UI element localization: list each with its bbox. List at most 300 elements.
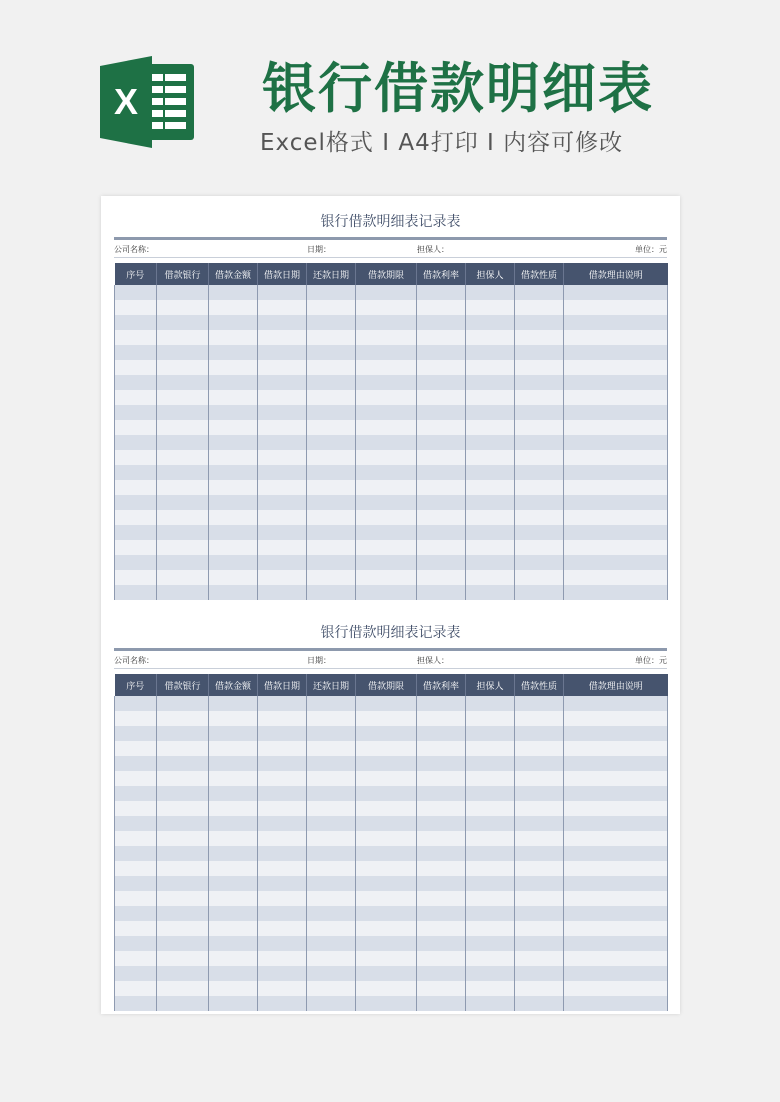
table-cell[interactable] bbox=[157, 525, 209, 540]
table-cell[interactable] bbox=[307, 816, 356, 831]
table-cell[interactable] bbox=[466, 525, 515, 540]
table-cell[interactable] bbox=[157, 285, 209, 300]
table-cell[interactable] bbox=[564, 390, 668, 405]
table-cell[interactable] bbox=[564, 921, 668, 936]
table-cell[interactable] bbox=[258, 345, 307, 360]
table-cell[interactable] bbox=[515, 405, 564, 420]
table-cell[interactable] bbox=[356, 996, 417, 1011]
table-cell[interactable] bbox=[209, 951, 258, 966]
table-cell[interactable] bbox=[356, 360, 417, 375]
table-cell[interactable] bbox=[466, 906, 515, 921]
table-cell[interactable] bbox=[157, 360, 209, 375]
table-cell[interactable] bbox=[417, 405, 466, 420]
table-cell[interactable] bbox=[515, 906, 564, 921]
table-cell[interactable] bbox=[356, 465, 417, 480]
table-cell[interactable] bbox=[515, 756, 564, 771]
table-cell[interactable] bbox=[157, 435, 209, 450]
table-cell[interactable] bbox=[307, 696, 356, 711]
table-cell[interactable] bbox=[115, 285, 157, 300]
table-cell[interactable] bbox=[209, 585, 258, 600]
table-cell[interactable] bbox=[417, 771, 466, 786]
table-cell[interactable] bbox=[209, 555, 258, 570]
table-cell[interactable] bbox=[564, 345, 668, 360]
table-cell[interactable] bbox=[307, 996, 356, 1011]
table-cell[interactable] bbox=[157, 570, 209, 585]
table-cell[interactable] bbox=[356, 330, 417, 345]
table-cell[interactable] bbox=[564, 816, 668, 831]
table-cell[interactable] bbox=[115, 906, 157, 921]
table-cell[interactable] bbox=[515, 435, 564, 450]
table-cell[interactable] bbox=[515, 540, 564, 555]
table-cell[interactable] bbox=[466, 450, 515, 465]
table-cell[interactable] bbox=[157, 801, 209, 816]
table-cell[interactable] bbox=[515, 696, 564, 711]
table-cell[interactable] bbox=[515, 285, 564, 300]
table-cell[interactable] bbox=[564, 936, 668, 951]
table-cell[interactable] bbox=[307, 921, 356, 936]
table-cell[interactable] bbox=[564, 300, 668, 315]
table-cell[interactable] bbox=[466, 771, 515, 786]
table-cell[interactable] bbox=[356, 540, 417, 555]
table-cell[interactable] bbox=[258, 450, 307, 465]
table-cell[interactable] bbox=[307, 711, 356, 726]
table-cell[interactable] bbox=[157, 846, 209, 861]
table-cell[interactable] bbox=[515, 981, 564, 996]
table-cell[interactable] bbox=[515, 555, 564, 570]
table-cell[interactable] bbox=[515, 300, 564, 315]
table-cell[interactable] bbox=[515, 876, 564, 891]
table-cell[interactable] bbox=[515, 390, 564, 405]
table-cell[interactable] bbox=[564, 405, 668, 420]
table-cell[interactable] bbox=[564, 861, 668, 876]
table-cell[interactable] bbox=[466, 876, 515, 891]
table-cell[interactable] bbox=[307, 345, 356, 360]
table-cell[interactable] bbox=[209, 966, 258, 981]
table-cell[interactable] bbox=[209, 936, 258, 951]
table-cell[interactable] bbox=[258, 510, 307, 525]
table-cell[interactable] bbox=[307, 555, 356, 570]
table-cell[interactable] bbox=[115, 435, 157, 450]
table-cell[interactable] bbox=[356, 405, 417, 420]
table-cell[interactable] bbox=[307, 966, 356, 981]
table-cell[interactable] bbox=[417, 951, 466, 966]
table-cell[interactable] bbox=[466, 951, 515, 966]
table-cell[interactable] bbox=[515, 360, 564, 375]
table-cell[interactable] bbox=[466, 405, 515, 420]
table-cell[interactable] bbox=[515, 510, 564, 525]
table-cell[interactable] bbox=[356, 495, 417, 510]
table-cell[interactable] bbox=[515, 966, 564, 981]
table-cell[interactable] bbox=[515, 315, 564, 330]
table-cell[interactable] bbox=[258, 846, 307, 861]
table-cell[interactable] bbox=[515, 585, 564, 600]
table-cell[interactable] bbox=[417, 480, 466, 495]
table-cell[interactable] bbox=[515, 495, 564, 510]
table-cell[interactable] bbox=[258, 525, 307, 540]
table-cell[interactable] bbox=[209, 906, 258, 921]
table-cell[interactable] bbox=[307, 981, 356, 996]
table-cell[interactable] bbox=[209, 981, 258, 996]
table-cell[interactable] bbox=[466, 816, 515, 831]
table-cell[interactable] bbox=[356, 906, 417, 921]
table-cell[interactable] bbox=[307, 876, 356, 891]
table-cell[interactable] bbox=[356, 450, 417, 465]
table-cell[interactable] bbox=[564, 555, 668, 570]
table-cell[interactable] bbox=[307, 525, 356, 540]
table-cell[interactable] bbox=[356, 921, 417, 936]
table-cell[interactable] bbox=[258, 300, 307, 315]
table-cell[interactable] bbox=[209, 921, 258, 936]
table-cell[interactable] bbox=[564, 570, 668, 585]
table-cell[interactable] bbox=[515, 771, 564, 786]
table-cell[interactable] bbox=[515, 951, 564, 966]
table-cell[interactable] bbox=[356, 585, 417, 600]
table-cell[interactable] bbox=[466, 285, 515, 300]
table-cell[interactable] bbox=[157, 906, 209, 921]
table-cell[interactable] bbox=[515, 741, 564, 756]
table-cell[interactable] bbox=[564, 711, 668, 726]
table-cell[interactable] bbox=[258, 756, 307, 771]
table-cell[interactable] bbox=[466, 711, 515, 726]
table-cell[interactable] bbox=[209, 375, 258, 390]
table-cell[interactable] bbox=[417, 540, 466, 555]
table-cell[interactable] bbox=[115, 300, 157, 315]
table-cell[interactable] bbox=[564, 966, 668, 981]
table-cell[interactable] bbox=[515, 450, 564, 465]
table-cell[interactable] bbox=[417, 345, 466, 360]
table-cell[interactable] bbox=[209, 450, 258, 465]
table-cell[interactable] bbox=[466, 555, 515, 570]
table-cell[interactable] bbox=[564, 450, 668, 465]
table-cell[interactable] bbox=[209, 510, 258, 525]
table-cell[interactable] bbox=[157, 300, 209, 315]
table-cell[interactable] bbox=[356, 846, 417, 861]
table-cell[interactable] bbox=[209, 786, 258, 801]
table-cell[interactable] bbox=[209, 711, 258, 726]
table-cell[interactable] bbox=[209, 816, 258, 831]
table-cell[interactable] bbox=[417, 756, 466, 771]
table-cell[interactable] bbox=[356, 345, 417, 360]
table-cell[interactable] bbox=[258, 711, 307, 726]
table-cell[interactable] bbox=[115, 405, 157, 420]
table-cell[interactable] bbox=[307, 741, 356, 756]
table-cell[interactable] bbox=[307, 450, 356, 465]
table-cell[interactable] bbox=[258, 876, 307, 891]
table-cell[interactable] bbox=[564, 786, 668, 801]
table-cell[interactable] bbox=[417, 816, 466, 831]
table-cell[interactable] bbox=[356, 741, 417, 756]
table-cell[interactable] bbox=[307, 951, 356, 966]
table-cell[interactable] bbox=[307, 495, 356, 510]
table-cell[interactable] bbox=[115, 540, 157, 555]
table-cell[interactable] bbox=[115, 450, 157, 465]
table-cell[interactable] bbox=[564, 801, 668, 816]
table-cell[interactable] bbox=[258, 996, 307, 1011]
table-cell[interactable] bbox=[307, 936, 356, 951]
table-cell[interactable] bbox=[307, 846, 356, 861]
table-cell[interactable] bbox=[115, 330, 157, 345]
table-cell[interactable] bbox=[417, 525, 466, 540]
table-cell[interactable] bbox=[515, 465, 564, 480]
table-cell[interactable] bbox=[417, 315, 466, 330]
table-cell[interactable] bbox=[564, 285, 668, 300]
table-cell[interactable] bbox=[466, 420, 515, 435]
table-cell[interactable] bbox=[115, 816, 157, 831]
table-cell[interactable] bbox=[417, 360, 466, 375]
table-cell[interactable] bbox=[515, 330, 564, 345]
table-cell[interactable] bbox=[115, 510, 157, 525]
table-cell[interactable] bbox=[466, 891, 515, 906]
table-cell[interactable] bbox=[564, 465, 668, 480]
table-cell[interactable] bbox=[307, 315, 356, 330]
table-cell[interactable] bbox=[564, 480, 668, 495]
table-cell[interactable] bbox=[115, 771, 157, 786]
table-cell[interactable] bbox=[564, 330, 668, 345]
table-cell[interactable] bbox=[564, 315, 668, 330]
table-cell[interactable] bbox=[258, 906, 307, 921]
table-cell[interactable] bbox=[307, 861, 356, 876]
table-cell[interactable] bbox=[356, 831, 417, 846]
table-cell[interactable] bbox=[157, 510, 209, 525]
table-cell[interactable] bbox=[115, 495, 157, 510]
table-cell[interactable] bbox=[209, 405, 258, 420]
table-cell[interactable] bbox=[417, 555, 466, 570]
table-cell[interactable] bbox=[258, 570, 307, 585]
table-cell[interactable] bbox=[115, 345, 157, 360]
table-cell[interactable] bbox=[417, 966, 466, 981]
table-cell[interactable] bbox=[466, 981, 515, 996]
table-cell[interactable] bbox=[515, 831, 564, 846]
table-cell[interactable] bbox=[258, 696, 307, 711]
table-cell[interactable] bbox=[356, 480, 417, 495]
table-cell[interactable] bbox=[564, 846, 668, 861]
table-cell[interactable] bbox=[417, 711, 466, 726]
table-cell[interactable] bbox=[115, 585, 157, 600]
table-cell[interactable] bbox=[564, 435, 668, 450]
table-cell[interactable] bbox=[157, 891, 209, 906]
table-cell[interactable] bbox=[356, 435, 417, 450]
table-cell[interactable] bbox=[356, 285, 417, 300]
table-cell[interactable] bbox=[466, 936, 515, 951]
table-cell[interactable] bbox=[157, 585, 209, 600]
table-cell[interactable] bbox=[307, 420, 356, 435]
table-cell[interactable] bbox=[564, 741, 668, 756]
table-cell[interactable] bbox=[356, 756, 417, 771]
table-cell[interactable] bbox=[115, 711, 157, 726]
table-cell[interactable] bbox=[466, 996, 515, 1011]
table-cell[interactable] bbox=[466, 831, 515, 846]
table-cell[interactable] bbox=[258, 951, 307, 966]
table-cell[interactable] bbox=[157, 876, 209, 891]
table-cell[interactable] bbox=[466, 315, 515, 330]
table-cell[interactable] bbox=[157, 405, 209, 420]
table-cell[interactable] bbox=[417, 696, 466, 711]
table-cell[interactable] bbox=[258, 480, 307, 495]
table-cell[interactable] bbox=[356, 981, 417, 996]
table-cell[interactable] bbox=[417, 876, 466, 891]
table-cell[interactable] bbox=[466, 375, 515, 390]
table-cell[interactable] bbox=[209, 315, 258, 330]
table-cell[interactable] bbox=[115, 966, 157, 981]
table-cell[interactable] bbox=[115, 756, 157, 771]
table-cell[interactable] bbox=[209, 756, 258, 771]
table-cell[interactable] bbox=[258, 555, 307, 570]
table-cell[interactable] bbox=[515, 525, 564, 540]
table-cell[interactable] bbox=[417, 510, 466, 525]
table-cell[interactable] bbox=[115, 360, 157, 375]
table-cell[interactable] bbox=[209, 696, 258, 711]
table-cell[interactable] bbox=[466, 726, 515, 741]
table-cell[interactable] bbox=[258, 891, 307, 906]
table-cell[interactable] bbox=[209, 831, 258, 846]
table-cell[interactable] bbox=[356, 966, 417, 981]
table-cell[interactable] bbox=[157, 345, 209, 360]
table-cell[interactable] bbox=[258, 801, 307, 816]
table-cell[interactable] bbox=[564, 906, 668, 921]
table-cell[interactable] bbox=[417, 726, 466, 741]
table-cell[interactable] bbox=[356, 300, 417, 315]
table-cell[interactable] bbox=[307, 360, 356, 375]
table-cell[interactable] bbox=[258, 726, 307, 741]
table-cell[interactable] bbox=[258, 420, 307, 435]
table-cell[interactable] bbox=[417, 846, 466, 861]
table-cell[interactable] bbox=[209, 465, 258, 480]
table-cell[interactable] bbox=[307, 906, 356, 921]
table-cell[interactable] bbox=[417, 330, 466, 345]
table-cell[interactable] bbox=[356, 570, 417, 585]
table-cell[interactable] bbox=[356, 771, 417, 786]
table-cell[interactable] bbox=[209, 801, 258, 816]
table-cell[interactable] bbox=[466, 540, 515, 555]
table-cell[interactable] bbox=[115, 921, 157, 936]
table-cell[interactable] bbox=[417, 450, 466, 465]
table-cell[interactable] bbox=[515, 861, 564, 876]
table-cell[interactable] bbox=[356, 555, 417, 570]
table-cell[interactable] bbox=[115, 570, 157, 585]
table-cell[interactable] bbox=[515, 345, 564, 360]
table-cell[interactable] bbox=[157, 330, 209, 345]
table-cell[interactable] bbox=[515, 420, 564, 435]
table-cell[interactable] bbox=[258, 981, 307, 996]
table-cell[interactable] bbox=[307, 891, 356, 906]
table-cell[interactable] bbox=[157, 315, 209, 330]
table-cell[interactable] bbox=[209, 345, 258, 360]
table-cell[interactable] bbox=[157, 555, 209, 570]
table-cell[interactable] bbox=[209, 570, 258, 585]
table-cell[interactable] bbox=[356, 420, 417, 435]
table-cell[interactable] bbox=[564, 771, 668, 786]
table-cell[interactable] bbox=[157, 495, 209, 510]
table-cell[interactable] bbox=[258, 405, 307, 420]
table-cell[interactable] bbox=[258, 360, 307, 375]
table-cell[interactable] bbox=[307, 405, 356, 420]
table-cell[interactable] bbox=[417, 936, 466, 951]
table-cell[interactable] bbox=[258, 330, 307, 345]
table-cell[interactable] bbox=[564, 726, 668, 741]
table-cell[interactable] bbox=[157, 861, 209, 876]
table-cell[interactable] bbox=[356, 936, 417, 951]
table-cell[interactable] bbox=[157, 741, 209, 756]
table-cell[interactable] bbox=[564, 951, 668, 966]
table-cell[interactable] bbox=[209, 330, 258, 345]
table-cell[interactable] bbox=[564, 831, 668, 846]
table-cell[interactable] bbox=[209, 891, 258, 906]
table-cell[interactable] bbox=[258, 585, 307, 600]
table-cell[interactable] bbox=[307, 480, 356, 495]
table-cell[interactable] bbox=[157, 981, 209, 996]
table-cell[interactable] bbox=[258, 495, 307, 510]
table-cell[interactable] bbox=[356, 786, 417, 801]
table-cell[interactable] bbox=[307, 300, 356, 315]
table-cell[interactable] bbox=[417, 300, 466, 315]
table-cell[interactable] bbox=[356, 390, 417, 405]
table-cell[interactable] bbox=[466, 495, 515, 510]
table-cell[interactable] bbox=[115, 315, 157, 330]
table-cell[interactable] bbox=[466, 510, 515, 525]
table-cell[interactable] bbox=[258, 771, 307, 786]
table-cell[interactable] bbox=[209, 435, 258, 450]
table-cell[interactable] bbox=[356, 891, 417, 906]
table-cell[interactable] bbox=[209, 420, 258, 435]
table-cell[interactable] bbox=[356, 801, 417, 816]
table-cell[interactable] bbox=[258, 390, 307, 405]
table-cell[interactable] bbox=[307, 540, 356, 555]
table-cell[interactable] bbox=[307, 570, 356, 585]
table-cell[interactable] bbox=[515, 570, 564, 585]
table-cell[interactable] bbox=[209, 495, 258, 510]
table-cell[interactable] bbox=[515, 891, 564, 906]
table-cell[interactable] bbox=[417, 906, 466, 921]
table-cell[interactable] bbox=[307, 756, 356, 771]
table-cell[interactable] bbox=[356, 510, 417, 525]
table-cell[interactable] bbox=[307, 831, 356, 846]
table-cell[interactable] bbox=[466, 300, 515, 315]
table-cell[interactable] bbox=[515, 996, 564, 1011]
table-cell[interactable] bbox=[258, 786, 307, 801]
table-cell[interactable] bbox=[466, 480, 515, 495]
table-cell[interactable] bbox=[466, 966, 515, 981]
table-cell[interactable] bbox=[115, 741, 157, 756]
table-cell[interactable] bbox=[515, 846, 564, 861]
table-cell[interactable] bbox=[307, 465, 356, 480]
table-cell[interactable] bbox=[466, 801, 515, 816]
table-cell[interactable] bbox=[209, 876, 258, 891]
table-cell[interactable] bbox=[564, 891, 668, 906]
table-cell[interactable] bbox=[466, 435, 515, 450]
table-cell[interactable] bbox=[515, 801, 564, 816]
table-cell[interactable] bbox=[564, 495, 668, 510]
table-cell[interactable] bbox=[564, 756, 668, 771]
table-cell[interactable] bbox=[466, 921, 515, 936]
table-cell[interactable] bbox=[258, 285, 307, 300]
table-cell[interactable] bbox=[115, 465, 157, 480]
table-cell[interactable] bbox=[258, 921, 307, 936]
table-cell[interactable] bbox=[157, 831, 209, 846]
table-cell[interactable] bbox=[157, 966, 209, 981]
table-cell[interactable] bbox=[115, 981, 157, 996]
table-cell[interactable] bbox=[466, 345, 515, 360]
table-cell[interactable] bbox=[564, 696, 668, 711]
table-cell[interactable] bbox=[157, 696, 209, 711]
table-cell[interactable] bbox=[515, 921, 564, 936]
table-cell[interactable] bbox=[115, 786, 157, 801]
table-cell[interactable] bbox=[564, 375, 668, 390]
table-cell[interactable] bbox=[356, 876, 417, 891]
table-cell[interactable] bbox=[417, 585, 466, 600]
table-cell[interactable] bbox=[307, 435, 356, 450]
table-cell[interactable] bbox=[356, 375, 417, 390]
table-cell[interactable] bbox=[564, 876, 668, 891]
